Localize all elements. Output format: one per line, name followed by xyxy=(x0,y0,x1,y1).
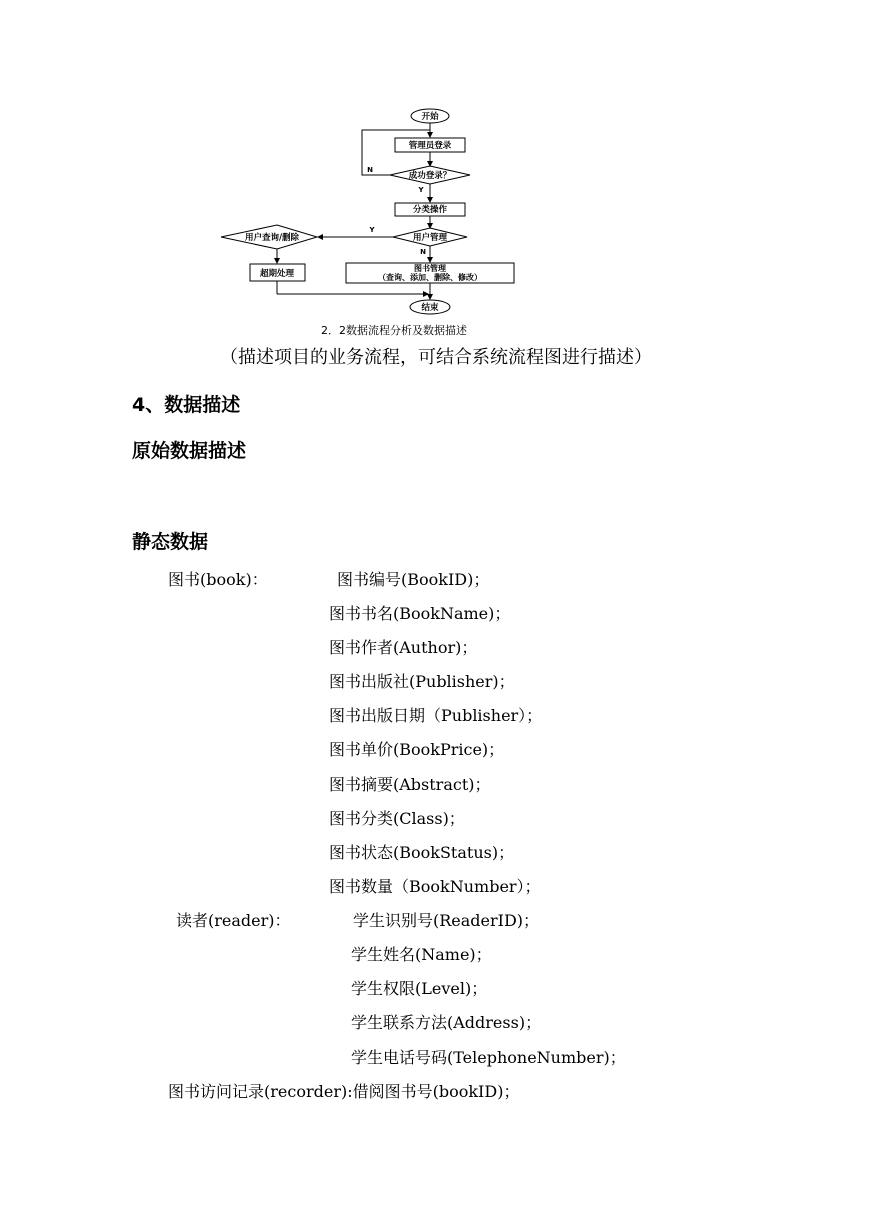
book-field: 图书状态(BookStatus)； xyxy=(329,843,515,862)
reader-field: 学生识别号(ReaderID)； xyxy=(353,911,540,930)
book-field: 图书作者(Author)； xyxy=(329,638,478,657)
figure-caption: 2．2数据流程分析及数据描述 xyxy=(321,324,467,337)
classify-label: 分类操作 xyxy=(412,205,448,215)
start-label: 开始 xyxy=(421,112,439,122)
book-manage-label-1: 图书管理 xyxy=(414,264,446,273)
login-success-label: 成功登录？ xyxy=(408,171,452,181)
user-query-delete-label: 用户查询/删除 xyxy=(244,233,300,243)
edge-label-n2: N xyxy=(420,248,426,256)
book-field: 图书数量（BookNumber）； xyxy=(329,877,541,896)
end-label: 结束 xyxy=(421,303,439,313)
system-flowchart xyxy=(218,104,520,337)
book-field: 图书出版社(Publisher)； xyxy=(329,672,515,691)
book-field: 图书书名(BookName)； xyxy=(329,604,511,623)
reader-field: 学生姓名(Name)； xyxy=(351,945,492,964)
section-4-heading: 4、数据描述 xyxy=(132,394,241,416)
raw-data-heading: 原始数据描述 xyxy=(132,440,247,462)
recorder-label: 图书访问记录(recorder): xyxy=(168,1082,353,1101)
static-data-heading: 静态数据 xyxy=(132,531,209,553)
overdue-label: 超期处理 xyxy=(259,269,295,279)
edge-label-n1: N xyxy=(367,166,373,174)
book-field: 图书编号(BookID)； xyxy=(337,570,490,589)
flow-description-caption: （描述项目的业务流程，可结合系统流程图进行描述） xyxy=(220,347,652,368)
reader-field: 学生权限(Level)； xyxy=(351,979,488,998)
admin-login-label: 管理员登录 xyxy=(408,141,452,151)
user-manage-label: 用户管理 xyxy=(412,233,448,243)
reader-field: 学生联系方法(Address)； xyxy=(351,1013,542,1032)
book-field: 图书摘要(Abstract)； xyxy=(329,775,491,794)
edge-label-y1: Y xyxy=(418,186,424,194)
recorder-line xyxy=(168,1079,519,1102)
book-field: 图书出版日期（Publisher）； xyxy=(329,706,543,725)
reader-label: 读者(reader)： xyxy=(176,911,291,930)
book-label: 图书(book)： xyxy=(168,570,268,589)
book-field: 图书单价(BookPrice)； xyxy=(329,740,505,759)
reader-field: 学生电话号码(TelephoneNumber)； xyxy=(351,1048,626,1067)
recorder-field: 借阅图书号(bookID)； xyxy=(352,1082,520,1101)
edge-label-y2: Y xyxy=(369,226,375,234)
book-manage-label-2: （查询、添加、删除、修改） xyxy=(378,273,482,282)
book-field: 图书分类(Class)； xyxy=(329,809,465,828)
